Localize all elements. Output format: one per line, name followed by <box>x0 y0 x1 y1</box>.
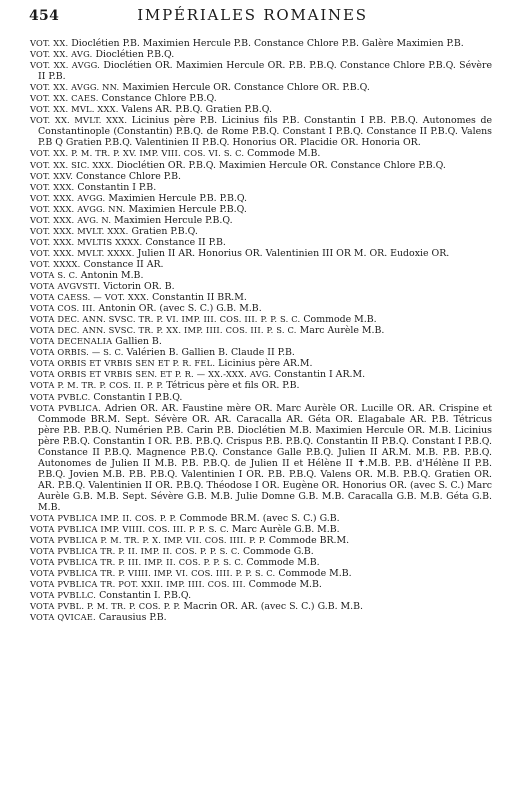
running-title: IMPÉRIALES ROMAINES <box>137 6 368 24</box>
list-item <box>30 237 492 248</box>
entry-legend: VOT. XXX. MVLT. XXX. <box>30 225 129 236</box>
entry-description: Constantin I P.B.Q. <box>93 391 183 403</box>
list-item <box>30 115 492 148</box>
entry-legend: VOT. XX. AVGG. NN. <box>30 82 120 93</box>
entry-legend: VOTA PVBLC. <box>30 391 91 402</box>
entry-description: Dioclétien P.B.Q. <box>95 49 175 61</box>
entry-description: Constance Chlore P.B.Q. <box>101 93 217 105</box>
entry-description: Adrien OR. AR. Faustine mère OR. Marc Aurèle OR. Lucille OR. AR. Crispine et Commode BR.M. Sept. Sévère OR. AR. Caracalla AR. Géta OR. Elagabale AR. P.B. Tétricus père P.B. P.B.Q. Numérien P.B. Carin P.B. Dioclétien M.B. Maximien Hercule OR. M.B. Licinius père P.B.Q. Constantin I OR. P.B. P.B.Q. Crispus P.B. P.B.Q. Constantin II P.B.Q. Constant I P.B.Q. Constance II P.B.Q. Magnence P.B.Q. Constance Galle P.B.Q. Julien II AR.M. M.B. P.B. P.B.Q. Autonomes de Julien II M.B. P.B. P.B.Q. de Julien II et Hélène II ✝.M.B. P.B. d'Hélène II P.B. P.B.Q. Jovien M.B. P.B. P.B.Q. Valentinien I OR. P.B. P.B.Q. Valens OR. M.B. P.B.Q. Gratien OR. AR. P.B.Q. Valentinien II OR. P.B.Q. Théodose I OR. Eugène OR. Honorius OR. (avec S. C.) Marc Aurèle G.B. M.B. Sept. Sévère G.B. M.B. Julie Domne G.B. M.B. Caracalla G.B. M.B. Géta G.B. M.B. <box>38 402 492 513</box>
entry-description: Macrin OR. AR. (avec S. C.) G.B. M.B. <box>183 601 364 613</box>
entry-description: Commode M.B. <box>248 579 322 591</box>
entry-legend: VOT. XXX. AVGG. NN. <box>30 203 126 214</box>
entry-legend: VOTA PVBLICA IMP. VIIII. COS. III. P. P. S. C. <box>30 524 229 535</box>
entry-description: Tétricus père et fils OR. P.B. <box>166 380 300 392</box>
entry-legend: VOTA PVBLLC. <box>30 590 97 601</box>
list-item <box>30 82 492 93</box>
entry-description: Marc Aurèle G.B. M.B. <box>231 524 340 536</box>
list-item <box>30 380 492 391</box>
entry-description: Constantin I. P.B.Q. <box>99 590 192 602</box>
list-item <box>30 369 492 380</box>
entry-description: Constantin II BR.M. <box>152 292 247 304</box>
entry-description: Commode M.B. <box>278 568 352 580</box>
entry-legend: VOT. XX. AVGG. <box>30 60 100 71</box>
entry-legend: VOTA COS. III. <box>30 303 96 314</box>
list-item <box>30 215 492 226</box>
entry-description: Commode BR.M. (avec S. C.) G.B. <box>179 513 340 525</box>
entry-legend: VOTA PVBLICA TR. P. II. IMP. II. COS. P. P. S. C. <box>30 546 240 557</box>
list-item <box>30 314 492 325</box>
list-item <box>30 49 492 60</box>
entry-description: Valérien B. Gallien B. Claude II P.B. <box>126 347 295 359</box>
entry-description: Constantin I P.B. <box>77 181 157 193</box>
entry-legend: VOTA PVBLICA. <box>30 402 102 413</box>
entry-description: Gratien P.B.Q. <box>131 225 198 237</box>
list-item <box>30 38 492 49</box>
list-item <box>30 171 492 182</box>
entry-legend: VOTA PVBLICA TR. P. III. IMP. II. COS. P. P. S. C. <box>30 557 244 568</box>
list-item <box>30 590 492 601</box>
entry-legend: VOTA PVBLICA TR. P. VIIII. IMP. VI. COS. IIII. P. P. S. C. <box>30 568 276 579</box>
entry-description: Dioclétien OR. Maximien Hercule OR. P.B. P.B.Q. Constance Chlore P.B.Q. Sévère II P.B. <box>38 60 493 83</box>
entry-legend: VOT. XXX. <box>30 181 75 192</box>
list-item <box>30 160 492 171</box>
entry-legend: VOTA ORBIS. — S. C. <box>30 347 124 358</box>
list-item <box>30 270 492 281</box>
entry-list <box>30 38 492 623</box>
list-item <box>30 292 492 303</box>
list-item <box>30 60 492 82</box>
page-header <box>0 0 505 36</box>
entry-legend: VOTA PVBLICA TR. POT. XXII. IMP. IIII. COS. III. <box>30 579 246 590</box>
entry-description: Gallien B. <box>115 336 162 348</box>
entry-legend: VOTA DECENALIA <box>30 336 113 347</box>
entry-description: Licinius père AR.M. <box>218 358 313 370</box>
entry-description: Dioclétien OR. P.B.Q. Maximien Hercule OR. Constance Chlore P.B.Q. <box>116 159 446 171</box>
list-item <box>30 524 492 535</box>
entry-description: Dioclétien P.B. Maximien Hercule P.B. Constance Chlore P.B. Galère Maximien P.B. <box>71 38 464 49</box>
entry-description: Constantin I AR.M. <box>274 369 366 381</box>
list-item <box>30 601 492 612</box>
list-item <box>30 579 492 590</box>
entry-description: Carausius P.B. <box>98 612 167 624</box>
entry-legend: VOTA CAESS. — VOT. XXX. <box>30 292 150 303</box>
entry-legend: VOT. XX. AVG. <box>30 49 93 60</box>
list-item <box>30 403 492 513</box>
entry-description: Maximien Hercule P.B.Q. <box>128 203 247 215</box>
list-item <box>30 347 492 358</box>
entry-legend: VOTA DEC. ANN. SVSC. TR. P. XX. IMP. IIII. COS. III. P. S. C. <box>30 325 297 336</box>
entry-legend: VOTA DEC. ANN. SVSC. TR. P. VI. IMP. III. COS. III. P. P. S. C. <box>30 314 301 325</box>
entry-legend: VOTA ORBIS ET VRBIS SEN ET P. R. FEL. <box>30 358 216 369</box>
entry-legend: VOT. XX. P. M. TR. P. XV. IMP. VIII. COS. VI. S. C. <box>30 148 245 159</box>
entry-description: Victorin OR. B. <box>103 281 175 293</box>
list-item <box>30 104 492 115</box>
entry-legend: VOT. XX. CAES. <box>30 93 99 104</box>
list-item <box>30 193 492 204</box>
entry-description: Antonin OR. (avec S. C.) G.B. M.B. <box>98 303 262 315</box>
entry-legend: VOT. XX. SIC. XXX. <box>30 159 114 170</box>
list-item <box>30 325 492 336</box>
entry-legend: VOT. XXX. MVLT. XXXX. <box>30 247 135 258</box>
page-number: 454 <box>29 8 60 24</box>
entry-legend: VOTA PVBLICA P. M. TR. P. X. IMP. VII. COS. IIII. P. P. <box>30 535 266 546</box>
entry-legend: VOT. XXXX. <box>30 258 81 269</box>
list-item <box>30 358 492 369</box>
entry-description: Marc Aurèle M.B. <box>299 325 385 337</box>
entry-legend: VOT. XXX. AVGG. <box>30 192 106 203</box>
entry-legend: VOT. XXX. AVG. N. <box>30 214 112 225</box>
list-item <box>30 612 492 623</box>
list-item <box>30 392 492 403</box>
list-item <box>30 93 492 104</box>
entry-legend: VOT. XXX. MVLTIS XXXX. <box>30 236 143 247</box>
list-item <box>30 513 492 524</box>
entry-description: Constance Chlore P.B. <box>76 170 181 182</box>
entry-legend: VOTA PVBLICA IMP. II. COS. P. P. <box>30 513 177 524</box>
list-item <box>30 259 492 270</box>
list-item <box>30 546 492 557</box>
list-item <box>30 303 492 314</box>
list-item <box>30 248 492 259</box>
list-item <box>30 204 492 215</box>
list-item <box>30 336 492 347</box>
entry-description: Commode BR.M. <box>268 535 350 547</box>
entry-description: Commode M.B. <box>303 314 377 326</box>
entry-description: Antonin M.B. <box>80 269 144 281</box>
entry-description: Maximien Hercule OR. Constance Chlore OR. P.B.Q. <box>122 82 370 94</box>
entry-legend: VOTA PVBL. P. M. TR. P. COS. P. P. <box>30 601 181 612</box>
entry-description: Maximien Hercule P.B.Q. <box>114 214 233 226</box>
list-item <box>30 568 492 579</box>
entry-legend: VOT. XXV. <box>30 170 74 181</box>
entry-description: Commode M.B. <box>246 557 320 569</box>
entry-legend: VOTA P. M. TR. P. COS. II. P. P. <box>30 380 164 391</box>
list-item <box>30 281 492 292</box>
entry-legend: VOT. XX. MVLT. XXX. <box>30 115 128 126</box>
entry-legend: VOT. XX. <box>30 38 69 48</box>
entry-description: Valens AR. P.B.Q. Gratien P.B.Q. <box>121 104 272 116</box>
entry-legend: VOTA ORBIS ET VRBIS SEN. ET P. R. — XX.-XXX. AVG. <box>30 369 272 380</box>
list-item <box>30 148 492 159</box>
list-item <box>30 557 492 568</box>
entry-description: Maximien Hercule P.B. P.B.Q. <box>108 192 248 204</box>
entry-legend: VOT. XX. MVL. XXX. <box>30 104 119 115</box>
entry-description: Commode M.B. <box>247 148 321 160</box>
entry-description: Constance II AR. <box>83 258 164 270</box>
entry-description: Commode G.B. <box>242 546 314 558</box>
entry-description: Licinius père P.B. Licinius fils P.B. Constantin I P.B. P.B.Q. Autonomes de Constantinople (Constantin) P.B.Q. de Rome P.B.Q. Constant I P.B.Q. Constance II P.B.Q. Valens P.B Q Gratien P.B.Q. Valentinien II P.B.Q. Honorius OR. Placidie OR. Honoria OR. <box>38 115 492 149</box>
list-item <box>30 226 492 237</box>
list-item <box>30 182 492 193</box>
list-item <box>30 535 492 546</box>
entry-description: Julien II AR. Honorius OR. Valentinien III OR M. OR. Eudoxie OR. <box>137 247 450 259</box>
entry-legend: VOTA QVICAE. <box>30 612 96 623</box>
entry-description: Constance II P.B. <box>145 236 226 248</box>
entry-legend: VOTA AVGVSTI. <box>30 281 101 292</box>
entry-legend: VOTA S. C. <box>30 269 78 280</box>
